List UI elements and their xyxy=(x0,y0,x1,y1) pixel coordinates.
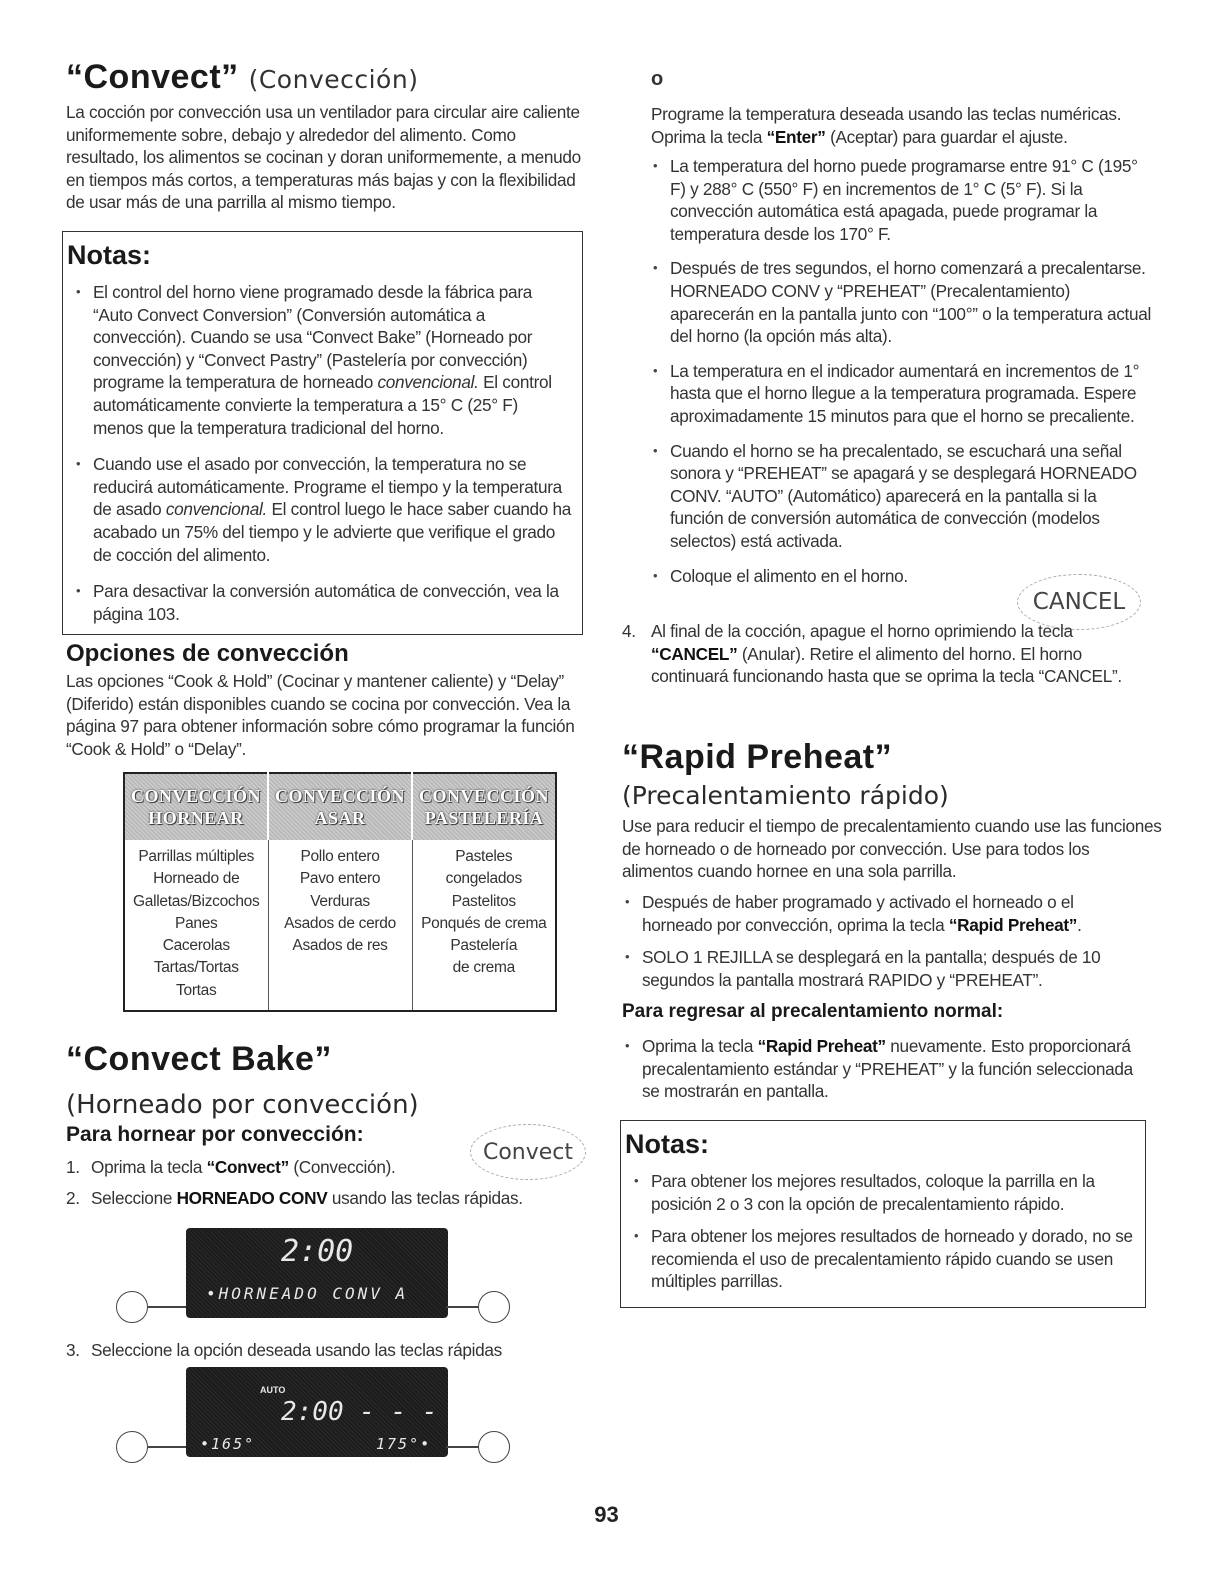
step-4-list xyxy=(622,620,1142,688)
display-left-temp: •165° xyxy=(200,1435,256,1453)
convect-title-sub: (Convección) xyxy=(248,65,419,94)
oven-display-1 xyxy=(186,1228,448,1318)
notes-item: • Para desactivar la conversión automática de convección, vea la página 103. xyxy=(67,580,572,625)
rapid-subtitle: (Precalentamiento rápido) xyxy=(622,781,949,810)
display-time: 2:00 - - - xyxy=(281,1397,438,1427)
step-1: 1. Oprima la tecla “Convect” (Convección). xyxy=(66,1157,396,1177)
table-cell: Pasteles congelados Pastelitos Ponqués de crema Pastelería de crema xyxy=(421,848,547,977)
table-cell: Parrillas múltiples Horneado de Galletas/Bizcochos Panes Cacerolas Tartas/Tortas Tortas xyxy=(124,840,268,1011)
preheat-bullets xyxy=(644,155,1154,596)
display-mode-text: •HORNEADO CONV A xyxy=(206,1284,409,1303)
connector-line xyxy=(446,1306,480,1308)
notes-item: • Cuando use el asado por convección, la temperatura no se reducirá automáticamente. Programe el tiempo y la temperatura de asado convencional. El control luego le hace saber cuando ha acabado un 75% del tiempo y le advierte que verifique el grado de cocción del alimento. xyxy=(67,453,572,566)
convect-title: “Convect” (Convección) xyxy=(66,58,419,96)
notes-item: • El control del horno viene programado desde la fábrica para “Auto Convect Conversion” (Conversión automática a convección). Cuando se usa “Convect Bake” (Horneado por convección) y “Convect Pastry” (Pastelería por convección) programe la temperatura de horneado convencional. El control automáticamente convierte la temperatura a 15° C (25° F) menos que la temperatura tradicional del horno. xyxy=(67,281,572,439)
page-number: 93 xyxy=(594,1502,619,1527)
bullet-item: • La temperatura en el indicador aumentará en incrementos de 1° hasta que el horno llegue a la temperatura programada. Espere aproximadamente 15 minutos para que el horno se precaliente. xyxy=(644,360,1154,428)
notes-title: Notas: xyxy=(67,240,152,270)
convect-key-label: Convect xyxy=(482,1139,574,1165)
convect-intro: La cocción por convección usa un ventilador para circular aire caliente uniformemente sobre, debajo y alrededor del alimento. Como resultado, los alimentos se cocinan y doran uniformemente, a menudo en tiempos más cortos, a temperaturas más bajas y con la flexibilidad de usar más de una parrilla al mismo tiempo. xyxy=(66,102,581,213)
table-cell: Pollo entero Pavo entero Verduras Asados de cerdo Asados de res xyxy=(268,840,412,1011)
cancel-key-label: CANCEL xyxy=(1032,589,1126,615)
notes-title: Notas: xyxy=(625,1129,710,1159)
rapid-section: Para regresar al precalentamiento normal: xyxy=(622,1001,1004,1022)
display-auto-label: AUTO xyxy=(260,1385,286,1395)
convect-bake-title: “Convect Bake” xyxy=(66,1040,332,1078)
table-header: CONVECCIÓN ASAR xyxy=(268,773,412,840)
connector-line xyxy=(148,1446,188,1448)
display-time: 2:00 xyxy=(281,1234,354,1269)
table-header: CONVECCIÓN HORNEAR xyxy=(124,773,268,840)
right-knob-button[interactable] xyxy=(478,1431,510,1463)
bullet-item: • Cuando el horno se ha precalentado, se escuchará una señal sonora y “PREHEAT” se apagará y se desplegará HORNEADO CONV. “AUTO” (Automático) aparecerá en la pantalla si la función de conversión automática de convección (modelos selectos) está activada. xyxy=(644,440,1154,553)
step-3: 3. Seleccione la opción deseada usando las teclas rápidas xyxy=(66,1340,502,1360)
connector-line xyxy=(148,1306,188,1308)
bullet-item: • La temperatura del horno puede programarse entre 91° C (195° F) y 288° C (550° F) en incrementos de 1° C (5° F). Si la convección automática está apagada, puede programar la temperatura desde los 170° F. xyxy=(644,155,1154,245)
bullet-item: • Coloque el alimento en el horno. xyxy=(644,565,1154,588)
notes-list xyxy=(67,281,572,625)
right-knob-button[interactable] xyxy=(478,1291,510,1323)
table-header: CONVECCIÓN PASTELERÍA xyxy=(412,773,556,840)
convect-bake-section: Para hornear por convección: xyxy=(66,1123,364,1146)
notes-list xyxy=(625,1170,1135,1293)
options-title: Opciones de convección xyxy=(66,640,349,667)
notes-box-1 xyxy=(62,231,583,635)
left-knob-button[interactable] xyxy=(116,1431,148,1463)
or-label: o xyxy=(651,68,664,90)
rapid-bullets xyxy=(616,891,1136,1000)
rapid-intro: Use para reducir el tiempo de precalentamiento cuando use las funciones de horneado o de horneado por convección. Use para todos los alimentos cuando hornee en una sola parrilla. xyxy=(622,816,1162,882)
convect-bake-subtitle: (Horneado por convección) xyxy=(66,1090,419,1120)
connector-line xyxy=(446,1446,480,1448)
oven-display-2 xyxy=(186,1367,448,1457)
convect-bake-steps-2 xyxy=(66,1339,591,1362)
options-text: Las opciones “Cook & Hold” (Cocinar y mantener caliente) y “Delay” (Diferido) están disponibles cuando se cocina por convección. Vea la página 97 para obtener información sobre cómo programar la función “Cook & Hold” o “Delay”. xyxy=(66,671,575,759)
convection-table xyxy=(123,772,557,1012)
rapid-bullets-2 xyxy=(616,1035,1136,1112)
step-2: 2. Seleccione HORNEADO CONV usando las teclas rápidas. xyxy=(66,1187,523,1208)
left-knob-button[interactable] xyxy=(116,1291,148,1323)
bullet-item: • Después de haber programado y activado el horneado o el horneado por convección, oprima la tecla “Rapid Preheat”. xyxy=(616,891,1136,936)
notes-box-2 xyxy=(620,1120,1146,1308)
display-right-temp: 175°• xyxy=(376,1435,432,1453)
rapid-title: “Rapid Preheat” xyxy=(622,738,893,776)
notes-item: • Para obtener los mejores resultados, coloque la parrilla en la posición 2 o 3 con la opción de precalentamiento rápido. xyxy=(625,1170,1135,1215)
bullet-item: • Oprima la tecla “Rapid Preheat” nuevamente. Esto proporcionará precalentamiento estándar y “PREHEAT” y la función seleccionada se mostrarán en pantalla. xyxy=(616,1035,1136,1103)
bullet-item: • Después de tres segundos, el horno comenzará a precalentarse. HORNEADO CONV y “PREHEAT” (Precalentamiento) aparecerán en la pantalla junto con “100°” o la temperatura actual del horno (la opción más alta). xyxy=(644,257,1154,347)
bullet-item: • SOLO 1 REJILLA se desplegará en la pantalla; después de 10 segundos la pantalla mostrará RAPIDO y “PREHEAT”. xyxy=(616,946,1136,991)
notes-item: • Para obtener los mejores resultados de horneado y dorado, no se recomienda el uso de precalentamiento rápido cuando se usen múltiples parrillas. xyxy=(625,1225,1135,1293)
enter-paragraph: Programe la temperatura deseada usando las teclas numéricas. Oprima la tecla “Enter” (Aceptar) para guardar el ajuste. xyxy=(651,104,1122,147)
step-4: 4. Al final de la cocción, apague el horno oprimiendo la tecla “CANCEL” (Anular). Retire el alimento del horno. El horno continuará funcionando hasta que se oprima la tecla “CANCEL”. xyxy=(622,621,1122,687)
convect-bake-steps xyxy=(66,1156,591,1209)
